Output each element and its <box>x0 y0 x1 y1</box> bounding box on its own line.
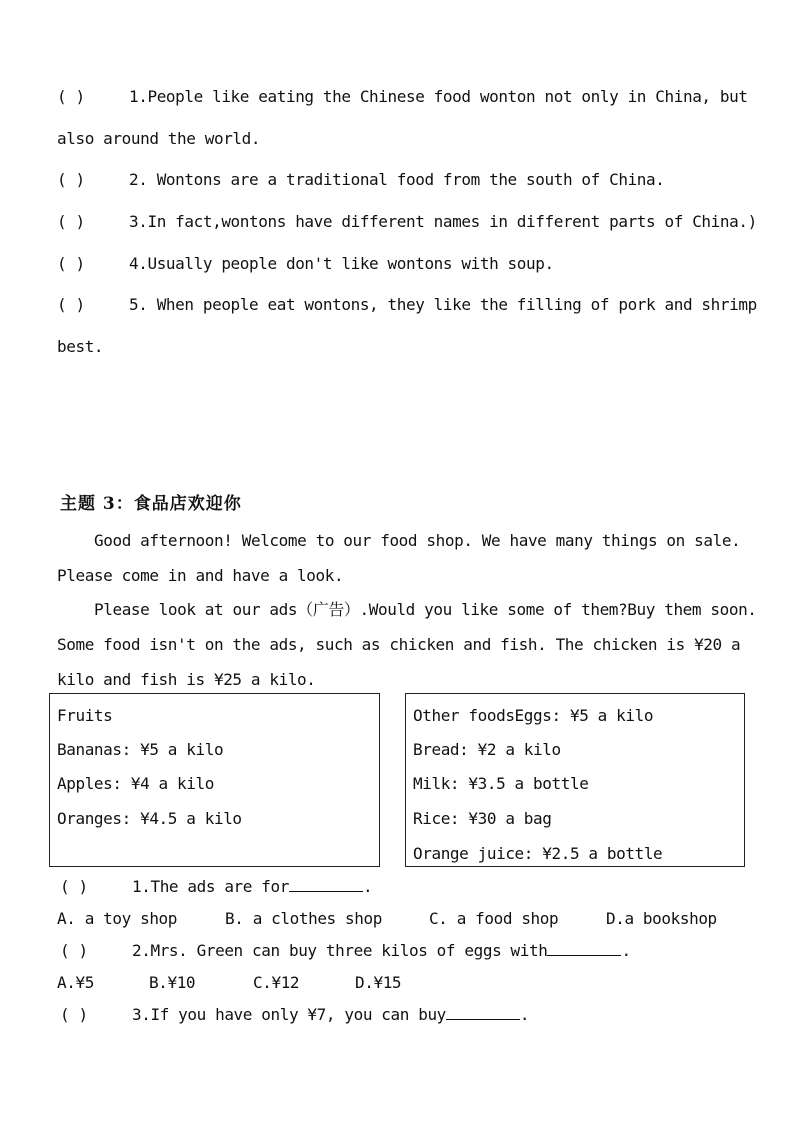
answer-blank[interactable] <box>547 941 621 956</box>
statement-1-cont <box>57 129 260 149</box>
paragraph-1-line: Please come in and have a look. <box>57 566 344 585</box>
answer-paren[interactable]: ( ) <box>57 170 85 189</box>
question-stem: 2.Mrs. Green can buy three kilos of eggs with <box>132 941 548 960</box>
option-b[interactable]: B.¥10 <box>149 973 196 992</box>
option-d[interactable]: D.¥15 <box>355 973 402 992</box>
option-c[interactable]: C. a food shop <box>429 909 559 928</box>
question-2 <box>60 941 631 961</box>
ad-item: Rice: ¥30 a bag <box>413 809 552 828</box>
option-a[interactable]: A.¥5 <box>57 973 94 992</box>
statement-text: 3.In fact,wontons have different names in different parts of China.) <box>129 212 757 231</box>
ad-item: Other foodsEggs: ¥5 a kilo <box>413 706 654 725</box>
question-stem: 1.The ads are for <box>132 877 289 896</box>
statement-text: 1.People like eating the Chinese food wonton not only in China, but <box>129 87 748 106</box>
ad-item: Orange juice: ¥2.5 a bottle <box>413 844 663 863</box>
ad-box-other-foods <box>405 693 745 867</box>
answer-paren[interactable]: ( ) <box>57 254 85 273</box>
option-c[interactable]: C.¥12 <box>253 973 300 992</box>
paragraph-2-line: Please look at our ads（广告）.Would you like some of them?Buy them soon. <box>94 600 757 619</box>
question-end: . <box>519 1005 530 1024</box>
answer-paren[interactable]: ( ) <box>57 87 85 106</box>
option-a[interactable]: A. a toy shop <box>57 909 178 928</box>
answer-paren[interactable]: ( ) <box>60 1005 88 1024</box>
ad-item: Bananas: ¥5 a kilo <box>57 740 224 759</box>
answer-paren[interactable]: ( ) <box>57 295 85 314</box>
answer-blank[interactable] <box>446 1005 520 1020</box>
ad-item: Milk: ¥3.5 a bottle <box>413 774 589 793</box>
answer-paren[interactable]: ( ) <box>60 941 88 960</box>
statement-text: 2. Wontons are a traditional food from the south of China. <box>129 170 665 189</box>
statement-1 <box>57 87 748 107</box>
paragraph-2-line: kilo and fish is ¥25 a kilo. <box>57 670 316 689</box>
ad-item: Apples: ¥4 a kilo <box>57 774 214 793</box>
option-d[interactable]: D.a bookshop <box>606 909 717 928</box>
section-heading: 主题 3：食品店欢迎你 <box>60 494 242 514</box>
ad-box-fruits <box>49 693 380 867</box>
statement-text: also around the world. <box>57 129 261 148</box>
question-end: . <box>362 877 373 896</box>
question-stem: 3.If you have only ¥7, you can buy <box>132 1005 446 1024</box>
question-3 <box>60 1005 529 1025</box>
paragraph-1-line: Good afternoon! Welcome to our food shop. We have many things on sale. <box>94 531 741 550</box>
paragraph-2-line: Some food isn't on the ads, such as chicken and fish. The chicken is ¥20 a <box>57 635 741 654</box>
option-b[interactable]: B. a clothes shop <box>225 909 382 928</box>
statement-2 <box>57 170 665 190</box>
statement-5-cont <box>57 337 103 357</box>
statement-5 <box>57 295 757 315</box>
answer-blank[interactable] <box>289 877 363 892</box>
ad-item: Bread: ¥2 a kilo <box>413 740 561 759</box>
statement-3 <box>57 212 757 232</box>
statement-4 <box>57 254 554 274</box>
statement-text: 4.Usually people don't like wontons with soup. <box>129 254 554 273</box>
question-end: . <box>621 941 631 960</box>
question-1 <box>60 877 372 897</box>
statement-text: best. <box>57 337 104 356</box>
statement-text: 5. When people eat wontons, they like the filling of pork and shrimp <box>129 295 757 314</box>
ad-item: Fruits <box>57 706 113 725</box>
ad-item: Oranges: ¥4.5 a kilo <box>57 809 242 828</box>
answer-paren[interactable]: ( ) <box>57 212 85 231</box>
answer-paren[interactable]: ( ) <box>60 877 88 896</box>
